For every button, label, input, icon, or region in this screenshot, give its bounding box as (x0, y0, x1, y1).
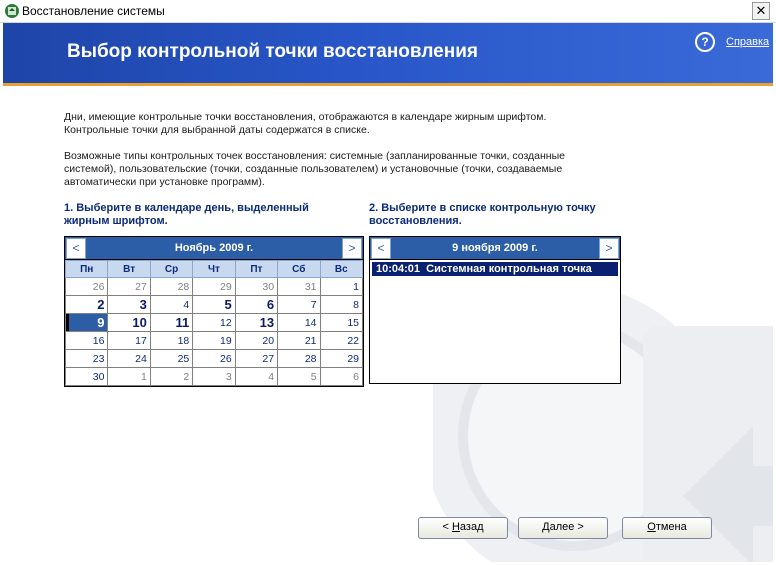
weekday-label: Пн (66, 261, 108, 278)
cancel-mnemonic: О (647, 521, 656, 533)
calendar-days (66, 278, 363, 386)
step1-label-line1: 1. Выберите в календаре день, выделенный (64, 202, 309, 214)
restore-point-time: 10:04:01 (376, 263, 421, 275)
calendar-month-title: Ноябрь 2009 г. (174, 242, 254, 254)
calendar-day[interactable]: 27 (235, 350, 277, 368)
calendar-day[interactable]: 26 (193, 350, 235, 368)
calendar-week-row (66, 332, 363, 350)
step1-label-line2: жирным шрифтом. (64, 215, 168, 227)
weekday-header-row (66, 261, 363, 278)
calendar-day-selected[interactable]: 9 (66, 314, 108, 332)
calendar-day[interactable]: 11 (150, 314, 192, 332)
calendar-day[interactable]: 4 (150, 296, 192, 314)
calendar-week-row (66, 314, 363, 332)
calendar-day[interactable]: 16 (66, 332, 108, 350)
calendar-day[interactable]: 24 (108, 350, 150, 368)
calendar-day[interactable]: 8 (320, 296, 362, 314)
calendar-day[interactable]: 7 (278, 296, 320, 314)
help-link[interactable]: Справка (726, 36, 770, 48)
calendar-day[interactable]: 12 (193, 314, 235, 332)
calendar-day[interactable]: 18 (150, 332, 192, 350)
restore-point-item[interactable] (372, 262, 618, 276)
calendar-day[interactable]: 4 (235, 368, 277, 386)
calendar-day[interactable]: 19 (193, 332, 235, 350)
calendar-day[interactable]: 15 (320, 314, 362, 332)
step2-label-line2: восстановления. (369, 215, 462, 227)
calendar-day[interactable]: 5 (278, 368, 320, 386)
weekday-label: Ср (150, 261, 192, 278)
cancel-button[interactable] (622, 517, 712, 539)
weekday-label: Пт (235, 261, 277, 278)
chevron-left-icon: < (377, 241, 385, 255)
calendar-day[interactable]: 23 (66, 350, 108, 368)
chevron-left-icon: < (72, 241, 80, 255)
chevron-right-icon: > (348, 241, 356, 255)
calendar-day[interactable]: 2 (66, 296, 108, 314)
restore-point-description: Системная контрольная точка (426, 263, 592, 275)
weekday-label: Вс (320, 261, 362, 278)
restore-point-list (369, 236, 621, 384)
calendar-day[interactable]: 28 (278, 350, 320, 368)
calendar-day[interactable]: 25 (150, 350, 192, 368)
calendar-week-row (66, 350, 363, 368)
calendar-day[interactable]: 26 (66, 278, 108, 296)
back-button[interactable] (418, 517, 508, 539)
page-title: Выбор контрольной точки восстановления (67, 41, 478, 62)
calendar-day[interactable]: 1 (108, 368, 150, 386)
back-prefix: < (442, 521, 452, 533)
weekday-label: Чт (193, 261, 235, 278)
close-button[interactable] (752, 2, 770, 20)
calendar-day[interactable]: 29 (193, 278, 235, 296)
close-icon: ✕ (755, 3, 767, 18)
calendar-day[interactable]: 27 (108, 278, 150, 296)
next-button[interactable] (518, 517, 608, 539)
cancel-label: тмена (655, 521, 687, 533)
weekday-label: Вт (108, 261, 150, 278)
calendar-day[interactable]: 5 (193, 296, 235, 314)
help-icon[interactable]: ? (695, 32, 715, 52)
calendar-week-row (66, 368, 363, 386)
calendar-day[interactable]: 17 (108, 332, 150, 350)
calendar-day[interactable]: 21 (278, 332, 320, 350)
calendar-day[interactable]: 3 (193, 368, 235, 386)
description-p1-line2: Контрольные точки для выбранной даты содержатся в списке. (64, 124, 370, 136)
calendar-day[interactable]: 10 (108, 314, 150, 332)
description-p1-line1: Дни, имеющие контрольные точки восстановления, отображаются в календаре жирным шрифтом. (64, 111, 547, 123)
calendar-week-row (66, 278, 363, 296)
title-bar (0, 0, 776, 23)
calendar (64, 236, 364, 387)
calendar-grid (65, 260, 363, 386)
calendar-header (65, 237, 363, 260)
calendar-day[interactable]: 31 (278, 278, 320, 296)
calendar-day[interactable]: 14 (278, 314, 320, 332)
window-title: Восстановление системы (22, 4, 165, 18)
step2-label-line1: 2. Выберите в списке контрольную точку (369, 202, 596, 214)
wizard-header (3, 23, 773, 83)
description-p2-line2: системой), пользовательские (точки, созданные пользователем) и установочные (точки, создаваемые (64, 163, 563, 175)
calendar-day[interactable]: 30 (235, 278, 277, 296)
description-p2-line1: Возможные типы контрольных точек восстановления: системные (запланированные точки, созданные (64, 150, 565, 162)
system-restore-icon (4, 3, 20, 19)
next-label: алее > (549, 521, 584, 533)
calendar-day[interactable]: 1 (320, 278, 362, 296)
calendar-next-button[interactable] (342, 238, 362, 259)
calendar-day[interactable]: 6 (320, 368, 362, 386)
list-header (370, 237, 620, 260)
calendar-day[interactable]: 6 (235, 296, 277, 314)
next-mnemonic: Д (542, 521, 550, 533)
back-label: азад (459, 521, 484, 533)
calendar-day[interactable]: 20 (235, 332, 277, 350)
calendar-day[interactable]: 13 (235, 314, 277, 332)
list-next-day-button[interactable] (599, 238, 619, 259)
back-mnemonic: Н (451, 521, 460, 533)
calendar-day[interactable]: 28 (150, 278, 192, 296)
description-p2-line3: автоматически при установке программ). (64, 176, 265, 188)
calendar-week-row (66, 296, 363, 314)
calendar-day[interactable]: 22 (320, 332, 362, 350)
weekday-label: Сб (278, 261, 320, 278)
calendar-day[interactable]: 2 (150, 368, 192, 386)
calendar-day[interactable]: 30 (66, 368, 108, 386)
chevron-right-icon: > (605, 241, 613, 255)
list-date-title: 9 ноября 2009 г. (452, 242, 538, 254)
calendar-day[interactable]: 29 (320, 350, 362, 368)
calendar-day[interactable]: 3 (108, 296, 150, 314)
